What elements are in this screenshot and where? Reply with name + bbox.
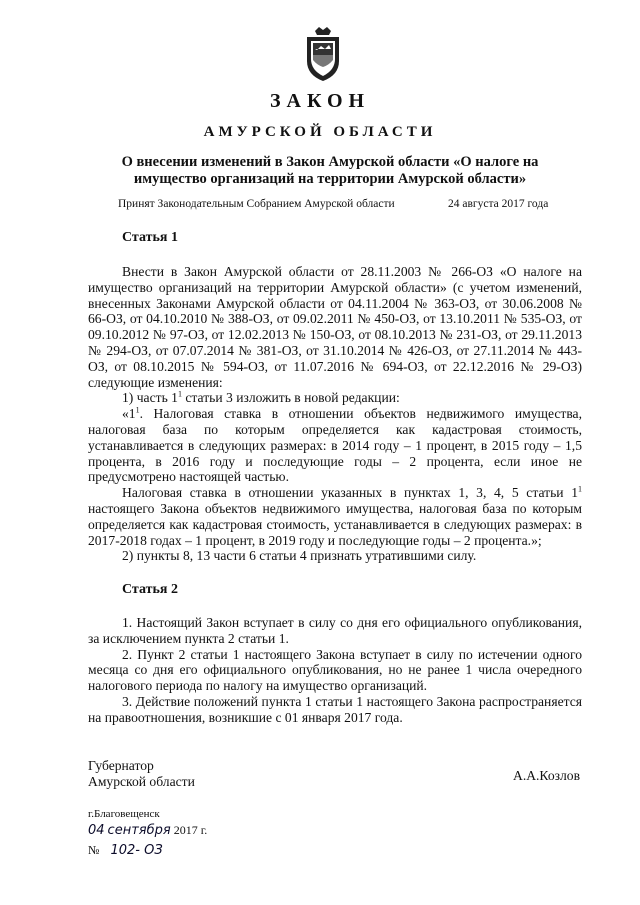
article-1-body <box>88 264 582 564</box>
signatory-title-line-1: Губернатор <box>88 758 154 773</box>
document-title-region: АМУРСКОЙ ОБЛАСТИ <box>203 124 437 140</box>
article-2-paragraph-2: 2. Пункт 2 статьи 1 настоящего Закона вступает в силу по истечении одного месяца со дня его официального опубликования, но не ранее 1 числа очередного налогового периода по налогу на имущество организаций. <box>88 646 582 694</box>
law-subject-line-2: имущество организаций на территории Амурской области» <box>133 171 527 187</box>
signing-date-year: 2017 г. <box>173 823 208 837</box>
article-1-heading: Статья 1 <box>122 230 178 245</box>
law-subject <box>90 154 570 188</box>
place-of-signing: г.Благовещенск <box>88 808 160 820</box>
signatory-title <box>88 758 195 790</box>
law-number-prefix: № <box>88 843 100 857</box>
article-1-quote-2: Налоговая ставка в отношении указанных в пунктах 1, 3, 4, 5 статьи $1^1$ настоящего Закона объектов недвижимого имущества, налоговая база по которым определяется как кадастровая стоимость, устанавливается в следующих размерах: в 2017-2018 годах – 1 процент, в 2019 году и последующие годы – 2 процента.»; <box>88 484 582 548</box>
document-title-law: ЗАКОН <box>269 90 371 112</box>
law-number <box>88 843 163 858</box>
adopted-date: 24 августа 2017 года <box>448 198 549 210</box>
article-2-body <box>88 615 582 726</box>
article-1-quote-1: «$1^1$. Налоговая ставка в отношении объектов недвижимого имущества, налоговая база по которым определяется как кадастровая стоимость, устанавливается в следующих размерах: в 2014 году – 1 процент, в 2015 году – 1,5 процента, в 2016 году и последующие годы – 2 процента, если иное не предусмотрено настоящей частью. <box>88 405 582 485</box>
signatory-name: А.А.Козлов <box>513 768 580 783</box>
signing-date-month: сентября <box>107 823 171 838</box>
article-2-paragraph-1: 1. Настоящий Закон вступает в силу со дня его официального опубликования, за исключением пункта 2 статьи 1. <box>88 615 582 646</box>
signing-date <box>88 823 207 838</box>
article-2-heading: Статья 2 <box>122 582 178 597</box>
article-1-item-2: 2) пункты 8, 13 части 6 статьи 4 признать утратившими силу. <box>122 548 477 564</box>
article-1-item-1: 1) часть $1^1$ статьи 3 изложить в новой редакции: <box>122 389 400 406</box>
signing-date-day: 04 <box>88 823 105 838</box>
law-subject-line-1: О внесении изменений в Закон Амурской области «О налоге на <box>121 154 539 170</box>
coat-of-arms-emblem <box>301 25 345 83</box>
article-2-paragraph-3: 3. Действие положений пункта 1 статьи 1 настоящего Закона распространяется на правоотношения, возникшие с 01 января 2017 года. <box>88 693 582 725</box>
law-number-value: 102- ОЗ <box>110 843 163 858</box>
signatory-title-line-2: Амурской области <box>88 773 195 789</box>
article-1-intro: Внести в Закон Амурской области от 28.11.2003 № 266-ОЗ «О налоге на имущество организаций на территории Амурской области» (с учетом изменений, внесенных Законами Амурской области от 04.11.2004 № 363-ОЗ, от 30.06.2008 № 66-ОЗ, от 04.10.2010 № 388-ОЗ, от 09.02.2011 № 450-ОЗ, от 13.10.2011 № 535-ОЗ, от 09.10.2012 № 97-ОЗ, от 12.02.2013 № 150-ОЗ, от 08.10.2013 № 231-ОЗ, от 29.11.2013 № 294-ОЗ, от 07.07.2014 № 381-ОЗ, от 31.10.2014 № 426-ОЗ, от 27.11.2014 № 443-ОЗ, от 08.10.2015 № 594-ОЗ, от 11.07.2016 № 694-ОЗ, от 22.12.2016 № 29-ОЗ) следующие изменения: <box>88 264 582 390</box>
adopted-by: Принят Законодательным Собранием Амурской области <box>118 198 395 210</box>
